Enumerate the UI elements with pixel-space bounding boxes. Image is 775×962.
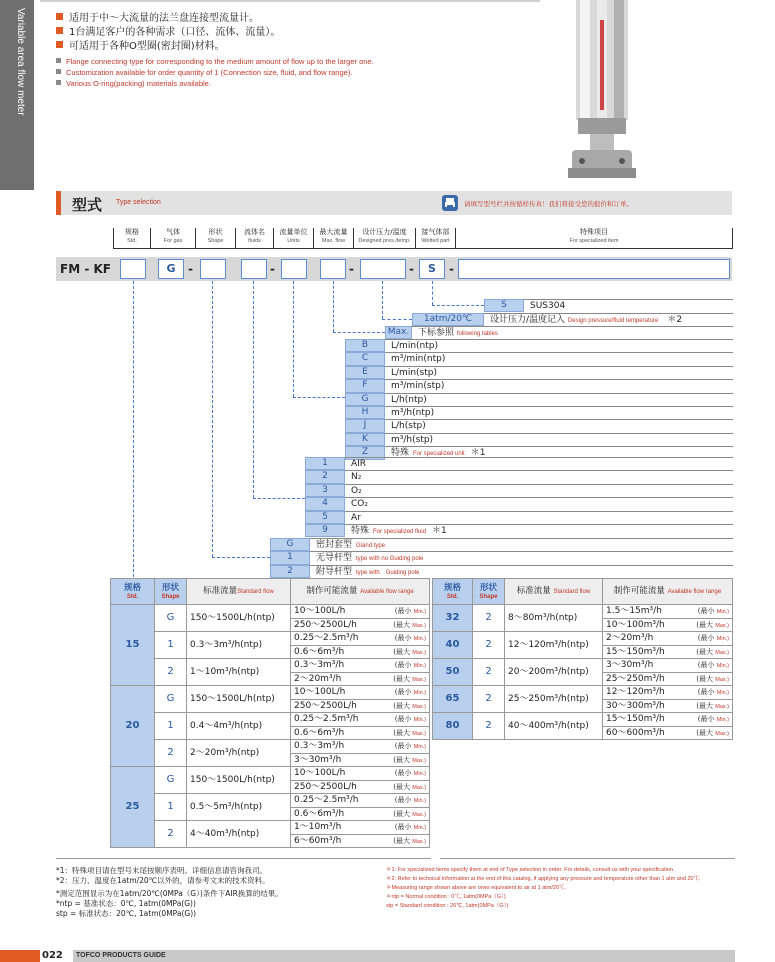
section-notice: 请填写型号栏并按循样传真！我们将接受您的报价和订单。 — [464, 200, 633, 208]
max-range: 0.6～6m³/h (最大 Max.) — [291, 807, 429, 820]
min-range: 1～10m³/h (最小 Min.) — [294, 822, 426, 832]
max-range: 2～20m³/h (最大 Max.) — [291, 672, 429, 685]
model-prefix: FM - KF — [60, 262, 111, 276]
col-shape: 形状 Shape — [155, 579, 187, 605]
standard-flow-cell: 150～1500L/h(ntp) — [187, 686, 291, 713]
feature-cn-1: 适用于中～大流量的法兰盘连接型流量计。 — [56, 12, 556, 26]
code-row — [345, 393, 733, 406]
notes-en: ＊1: For specialized items specify them at end of Type selection in order. For details, consult us with your specification. ＊2: Refer to technical information at the end of this catalog, if applying any pressure and temperature other than 1 atm and 20℃. ＊Measuring range shown above are ones equivalent to air at 1 atm/20℃. ＊ntp = Normal condition : 0℃, 1atm(0MPa（G）) stp = Standard condition : 20℃, 1atm(0MPa（G）) — [386, 867, 701, 909]
shape-cell: 1 — [155, 713, 187, 740]
feature-list — [56, 12, 556, 89]
code-desc: L/min(ntp) — [385, 339, 733, 352]
shapes-list — [270, 538, 733, 578]
col-flow: 标准流量 Standard flow — [505, 579, 603, 605]
flow-range-cell — [603, 713, 733, 740]
col-shape: 形状 Shape — [473, 579, 505, 605]
flow-range-cell — [603, 605, 733, 632]
wetted-code: S — [419, 259, 445, 279]
code-desc: m³/min(ntp) — [385, 352, 733, 365]
code-cell: 4 — [305, 497, 345, 510]
code-row — [305, 511, 733, 524]
section-header — [56, 191, 732, 215]
header-special: 特殊项目 For specialized item — [455, 228, 733, 248]
table-row — [111, 794, 430, 821]
code-desc: L/h(ntp) — [385, 393, 733, 406]
code-row — [345, 366, 733, 379]
code-row — [305, 470, 733, 483]
code-cell: K — [345, 433, 385, 446]
std-input[interactable] — [120, 259, 146, 279]
max-range: 0.6～6m³/h (最大 Max.) — [291, 645, 429, 658]
min-range: 2～20m³/h (最小 Min.) — [606, 633, 729, 643]
maxflow-code: Max. — [385, 326, 412, 339]
code-desc: m³/h(ntp) — [385, 406, 733, 419]
code-desc: O₂ — [345, 484, 733, 497]
shape-cell: 2 — [473, 605, 505, 632]
max-range: 10～100m³/h (最大 Max.) — [603, 618, 732, 631]
code-cell: 2 — [305, 470, 345, 483]
code-cell: 5 — [305, 511, 345, 524]
table-row — [111, 605, 430, 632]
standard-flow-cell: 2～20m³/h(ntp) — [187, 740, 291, 767]
standard-flow-cell: 0.5～5m³/h(ntp) — [187, 794, 291, 821]
flow-range-cell — [291, 713, 430, 740]
col-std: 规格 Std. — [111, 579, 155, 605]
connector-line — [133, 281, 134, 577]
code-row — [345, 406, 733, 419]
connector-line — [382, 281, 383, 319]
dash: - — [409, 262, 414, 276]
connector-line — [382, 319, 412, 320]
standard-flow-cell: 20～200m³/h(ntp) — [505, 659, 603, 686]
shape-input[interactable] — [200, 259, 226, 279]
code-cell: E — [345, 366, 385, 379]
shape-cell: G — [155, 767, 187, 794]
flow-range-cell — [291, 659, 430, 686]
min-range: 15～150m³/h (最小 Min.) — [606, 714, 729, 724]
code-cell: 1 — [270, 551, 310, 564]
fluids-list — [305, 457, 733, 537]
top-divider — [40, 0, 540, 2]
std-cell: 65 — [433, 686, 473, 713]
connector-line — [212, 281, 213, 557]
min-range: 1.5～15m³/h (最小 Min.) — [606, 606, 729, 616]
fluid-input[interactable] — [241, 259, 267, 279]
connector-line — [333, 281, 334, 332]
section-title-en: Type selection — [116, 199, 161, 206]
code-desc: L/min(stp) — [385, 366, 733, 379]
max-range: 30～300m³/h (最大 Max.) — [603, 699, 732, 712]
flow-range-cell — [291, 740, 430, 767]
units-input[interactable] — [281, 259, 307, 279]
min-range: 10～100L/h (最小 Min.) — [294, 768, 426, 778]
code-row — [270, 551, 733, 564]
flow-range-cell — [291, 605, 430, 632]
shape-cell: 2 — [473, 659, 505, 686]
code-cell: Z — [345, 446, 385, 459]
code-desc: 特殊 For specialized unit ＊1 — [385, 446, 733, 459]
min-range: 10～100L/h (最小 Min.) — [294, 606, 426, 616]
std-cell: 20 — [111, 686, 155, 767]
header-std: 规格 Std. — [113, 228, 150, 248]
code-row — [270, 565, 733, 578]
notes-cn: *1：特殊项目请在型号末尾按顺序表明。详细信息请咨询我司。 *2：压力、温度在1atm/20℃以外的，请参考文末的技术资料。 *测定范围显示为在1atm/20℃(0MPa（G）)条件下AIR换算的结果。 *ntp = 基准状态：0℃, 1atm(0MPa(G)) stp = 标准状态：20℃, 1atm(0MPa(G)) — [56, 866, 283, 918]
flow-range-cell — [291, 632, 430, 659]
code-row — [345, 433, 733, 446]
max-range: 250～2500L/h (最大 Max.) — [291, 699, 429, 712]
footer-guide: TOFCO PRODUCTS GUIDE — [76, 952, 166, 959]
code-cell: B — [345, 339, 385, 352]
table-row — [433, 713, 733, 740]
shape-cell: 2 — [473, 713, 505, 740]
code-desc: Ar — [345, 511, 733, 524]
std-cell: 25 — [111, 767, 155, 848]
connector-line — [253, 281, 254, 498]
col-range: 制作可能流量 Available flow range — [603, 579, 733, 605]
pressure-code: 1atm/20℃ — [412, 313, 484, 326]
standard-flow-cell: 8～80m³/h(ntp) — [505, 605, 603, 632]
wetted-code-s: S — [484, 299, 524, 312]
min-range: 0.3～3m³/h (最小 Min.) — [294, 660, 426, 670]
std-cell: 32 — [433, 605, 473, 632]
code-row — [305, 497, 733, 510]
code-desc: 附导杆型 type with Guiding pole — [310, 565, 733, 578]
std-cell: 80 — [433, 713, 473, 740]
code-cell: G — [345, 393, 385, 406]
standard-flow-cell: 40～400m³/h(ntp) — [505, 713, 603, 740]
table-row — [433, 659, 733, 686]
code-desc: AIR — [345, 457, 733, 470]
max-range: 15～150m³/h (最大 Max.) — [603, 645, 732, 658]
table-row — [111, 659, 430, 686]
code-cell: H — [345, 406, 385, 419]
flow-range-cell — [291, 821, 430, 848]
feature-en-2: Customization available for order quantity of 1 (Connection size, fluid, and flow range). — [56, 67, 556, 78]
max-range: 3～30m³/h (最大 Max.) — [291, 753, 429, 766]
standard-flow-cell: 0.3～3m³/h(ntp) — [187, 632, 291, 659]
code-desc: m³/min(stp) — [385, 379, 733, 392]
fax-icon — [442, 195, 458, 211]
std-cell: 15 — [111, 605, 155, 686]
special-input[interactable] — [458, 259, 730, 279]
code-cell: 2 — [270, 565, 310, 578]
max-range: 6～60m³/h (最大 Max.) — [291, 834, 429, 847]
table-row — [111, 713, 430, 740]
min-range: 0.25～2.5m³/h (最小 Min.) — [294, 714, 426, 724]
shape-cell: 2 — [155, 659, 187, 686]
units-list — [345, 339, 733, 460]
shape-cell: G — [155, 686, 187, 713]
code-desc: m³/h(stp) — [385, 433, 733, 446]
page-number: 022 — [42, 950, 63, 961]
shape-cell: 2 — [473, 686, 505, 713]
table-row — [111, 821, 430, 848]
code-row — [345, 379, 733, 392]
flow-range-cell — [603, 686, 733, 713]
connector-line — [253, 498, 305, 499]
min-range: 10～100L/h (最小 Min.) — [294, 687, 426, 697]
notes-divider — [56, 858, 431, 859]
code-row — [345, 339, 733, 352]
standard-flow-cell: 12～120m³/h(ntp) — [505, 632, 603, 659]
code-row — [305, 484, 733, 497]
connector-line — [212, 557, 270, 558]
notes-divider — [440, 858, 735, 859]
table-row — [111, 767, 430, 794]
header-wetted: 接气体部 Wetted part — [415, 228, 455, 248]
connector-line — [293, 397, 345, 398]
header-underline — [113, 248, 733, 249]
min-range: 0.3～3m³/h (最小 Min.) — [294, 741, 426, 751]
header-shape: 形状 Shape — [195, 228, 235, 248]
max-range: 250～2500L/h (最大 Max.) — [291, 780, 429, 793]
header-pressure: 设计压力/温度 Designed pres./temp. — [353, 228, 415, 248]
code-row — [270, 538, 733, 551]
code-cell: 9 — [305, 524, 345, 537]
code-row — [345, 352, 733, 365]
table-row — [433, 686, 733, 713]
shape-cell: 1 — [155, 794, 187, 821]
code-cell: 1 — [305, 457, 345, 470]
shape-cell: 1 — [155, 632, 187, 659]
header-maxflow: 最大流量 Max. flow — [313, 228, 353, 248]
sidebar-text: Variable area flow meter — [15, 8, 26, 116]
code-cell: G — [270, 538, 310, 551]
flow-table-right — [432, 578, 733, 740]
min-range: 12～120m³/h (最小 Min.) — [606, 687, 729, 697]
code-desc: L/h(stp) — [385, 419, 733, 432]
standard-flow-cell: 4～40m³/h(ntp) — [187, 821, 291, 848]
table-row — [111, 632, 430, 659]
feature-en-3: Various O-ring(packing) materials available. — [56, 78, 556, 89]
table-row — [433, 605, 733, 632]
shape-cell: 2 — [155, 740, 187, 767]
dash: - — [449, 262, 454, 276]
flow-range-cell — [291, 767, 430, 794]
shape-cell: 2 — [155, 821, 187, 848]
dash: - — [270, 262, 275, 276]
feature-en-1: Flange connecting type for corresponding to the medium amount of flow up to the larger one. — [56, 56, 556, 67]
dash: - — [188, 262, 193, 276]
table-row — [433, 632, 733, 659]
connector-line — [333, 332, 385, 333]
code-row — [305, 457, 733, 470]
code-desc: 无导杆型 type with no Guiding pole — [310, 551, 733, 564]
code-row — [345, 419, 733, 432]
max-range: 25～250m³/h (最大 Max.) — [603, 672, 732, 685]
code-cell: 3 — [305, 484, 345, 497]
flowmeter-image — [566, 0, 638, 185]
standard-flow-cell: 1～10m³/h(ntp) — [187, 659, 291, 686]
flow-table-left — [110, 578, 430, 848]
footer — [0, 950, 775, 962]
code-desc: 密封套型 Gland type — [310, 538, 733, 551]
min-range: 0.25～2.5m³/h (最小 Min.) — [294, 795, 426, 805]
table-row — [111, 686, 430, 713]
pressure-text: 设计压力/温度记入 Design pressure/fluid temperature ＊2 — [484, 313, 733, 326]
col-flow: 标准流量Standard flow — [187, 579, 291, 605]
sidebar-tab — [0, 0, 34, 190]
max-range: 60～600m³/h (最大 Max.) — [603, 726, 732, 739]
code-row — [305, 524, 733, 537]
wetted-text: SUS304 — [524, 299, 733, 312]
std-cell: 50 — [433, 659, 473, 686]
flow-range-cell — [603, 632, 733, 659]
col-range: 制作可能流量 Available flow range — [291, 579, 430, 605]
min-range: 3～30m³/h (最小 Min.) — [606, 660, 729, 670]
maxflow-text: 下标参照 following tables — [412, 326, 733, 339]
table-row — [111, 740, 430, 767]
maxflow-input[interactable] — [320, 259, 346, 279]
shape-cell: 2 — [473, 632, 505, 659]
shape-cell: G — [155, 605, 187, 632]
connector-line — [432, 281, 433, 305]
code-desc: 特殊 For specialized fluid ＊1 — [345, 524, 733, 537]
header-units: 流量单位 Units — [273, 228, 313, 248]
standard-flow-cell: 150～1500L/h(ntp) — [187, 605, 291, 632]
code-desc: CO₂ — [345, 497, 733, 510]
flow-range-cell — [603, 659, 733, 686]
code-cell: C — [345, 352, 385, 365]
code-cell: J — [345, 419, 385, 432]
feature-cn-3: 可适用于各种O型圈(密封圈)材料。 — [56, 40, 556, 54]
pressure-input[interactable] — [360, 259, 406, 279]
connector-line — [432, 305, 484, 306]
min-range: 0.25～2.5m³/h (最小 Min.) — [294, 633, 426, 643]
connector-line — [293, 281, 294, 397]
feature-cn-2: 1台满足客户的各种需求（口径、流体、流量）。 — [56, 26, 556, 40]
max-range: 250～2500L/h (最大 Max.) — [291, 618, 429, 631]
section-title: 型式 — [72, 196, 103, 214]
col-std: 规格 Std. — [433, 579, 473, 605]
code-desc: N₂ — [345, 470, 733, 483]
gas-code: G — [158, 259, 184, 279]
flow-range-cell — [291, 794, 430, 821]
header-gas: 气体 For gas — [150, 228, 195, 248]
std-cell: 40 — [433, 632, 473, 659]
max-range: 0.6～6m³/h (最大 Max.) — [291, 726, 429, 739]
code-cell: F — [345, 379, 385, 392]
header-fluid: 流体名 fluids — [235, 228, 273, 248]
standard-flow-cell: 150～1500L/h(ntp) — [187, 767, 291, 794]
standard-flow-cell: 25～250m³/h(ntp) — [505, 686, 603, 713]
dash: - — [349, 262, 354, 276]
standard-flow-cell: 0.4～4m³/h(ntp) — [187, 713, 291, 740]
flow-range-cell — [291, 686, 430, 713]
